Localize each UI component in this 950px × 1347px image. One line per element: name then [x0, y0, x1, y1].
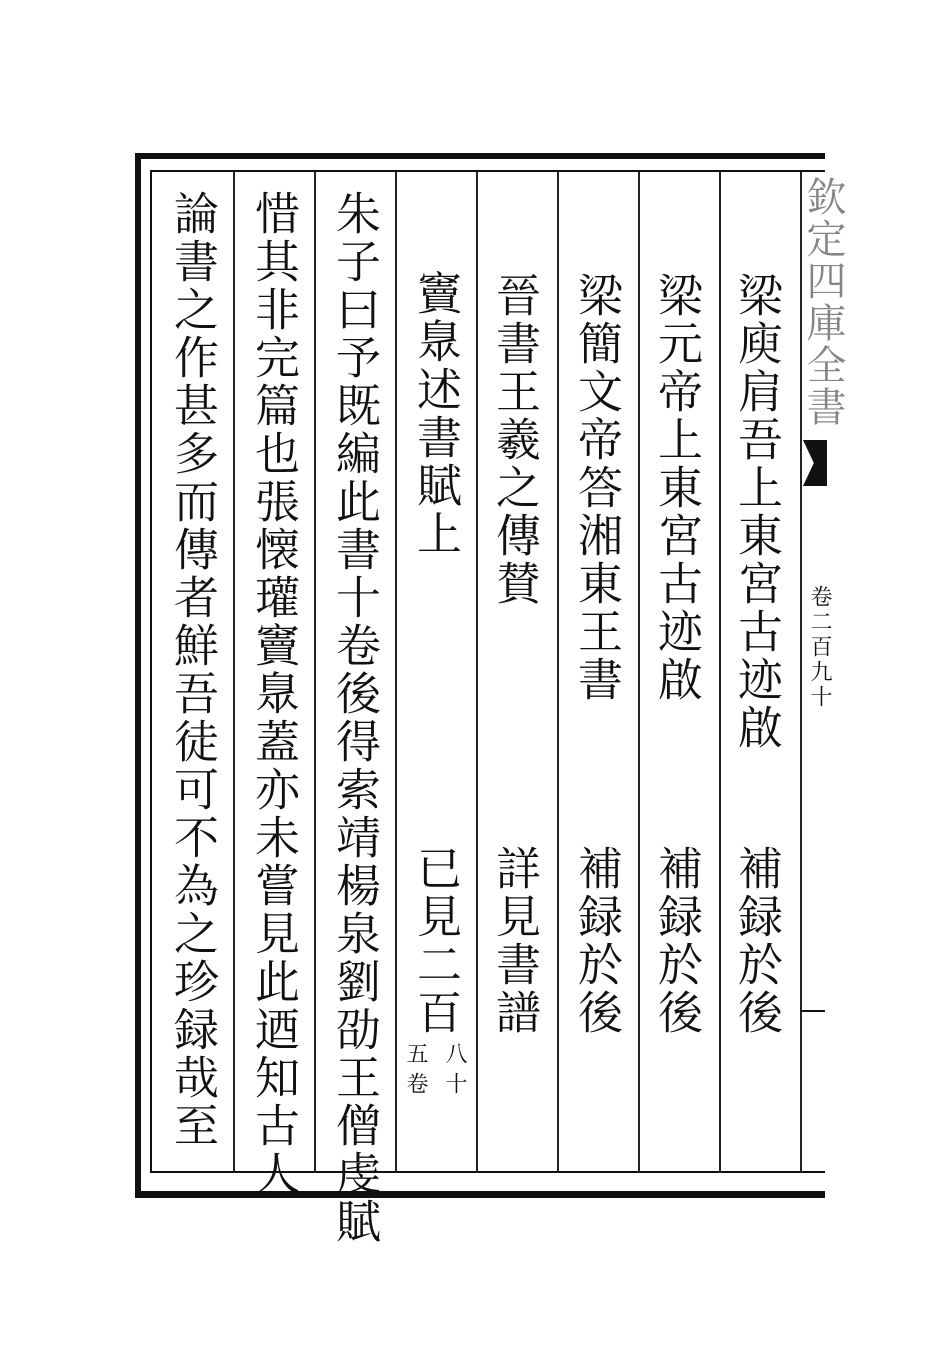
column-rule: [719, 172, 721, 1172]
book-title: 欽定四庫全書: [800, 176, 846, 428]
juan-number: 卷二百九十: [807, 585, 832, 710]
column-5-title: 竇臮述書賦上: [409, 270, 462, 558]
column-6-text: 朱子曰予既編此書十卷後得索靖楊泉劉劭王僧虔賦: [328, 190, 381, 1246]
column-rule: [395, 172, 397, 1172]
column-1-title: 梁庾肩吾上東宮古迹啟: [730, 272, 783, 752]
column-rule: [476, 172, 478, 1172]
column-rule: [233, 172, 235, 1172]
column-8-text: 論書之作甚多而傳者鮮吾徒可不為之珍録哉至: [166, 190, 219, 1150]
column-4-note: 詳見書譜: [488, 845, 541, 1037]
column-5-note: 已見二百: [409, 845, 462, 1037]
column-1-note: 補録於後: [730, 845, 783, 1037]
column-2-note: 補録於後: [650, 845, 703, 1037]
column-4-title: 晉書王羲之傳賛: [488, 272, 541, 608]
column-5-annotation-left: 五卷: [403, 1042, 428, 1102]
column-5-annotation-right: 八十: [442, 1042, 467, 1102]
column-3-note: 補録於後: [570, 845, 623, 1037]
column-7-text: 惜其非完篇也張懐瓘竇臮蓋亦未嘗見此迺知古人: [247, 190, 300, 1198]
column-2-title: 梁元帝上東宮古迹啟: [650, 272, 703, 704]
spine-tick: [800, 1010, 825, 1012]
column-rule: [638, 172, 640, 1172]
column-3-title: 梁簡文帝答湘東王書: [570, 272, 623, 704]
column-rule: [557, 172, 559, 1172]
column-rule: [314, 172, 316, 1172]
